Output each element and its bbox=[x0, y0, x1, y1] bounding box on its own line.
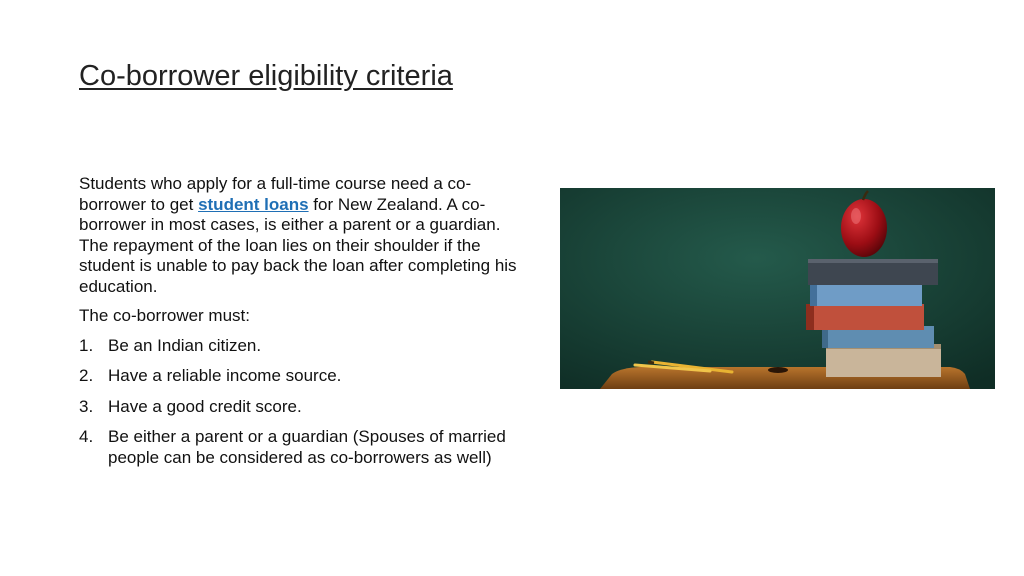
student-loans-link[interactable]: student loans bbox=[198, 194, 309, 214]
list-item bbox=[79, 336, 529, 357]
list-item-number: 1. bbox=[79, 335, 94, 355]
slide-title: Co-borrower eligibility criteria bbox=[79, 60, 453, 92]
list-item-text: Be an Indian citizen. bbox=[108, 335, 262, 355]
list-item-text: Have a good credit score. bbox=[108, 396, 302, 416]
slide-body bbox=[79, 174, 529, 478]
list-item-number: 4. bbox=[79, 427, 94, 446]
list-item-text: Be either a parent or a guardian (Spouses of married people can be considered as co-borrowers as well) bbox=[108, 427, 506, 467]
list-item-number: 3. bbox=[79, 396, 94, 416]
book-stack bbox=[806, 259, 941, 377]
intro-text-before-link: Students who apply for a full-time course need a co-borrower to get bbox=[79, 174, 472, 214]
list-item-text: Have a reliable income source. bbox=[108, 366, 342, 385]
books-apple-photo bbox=[560, 188, 995, 389]
list-item bbox=[79, 397, 529, 418]
list-item bbox=[79, 366, 529, 387]
list-item bbox=[79, 427, 529, 468]
intro-paragraph bbox=[79, 174, 529, 297]
desk-hole bbox=[768, 367, 788, 373]
intro-text-after-link: for New Zealand. A co-borrower in most cases, is either a parent or a guardian. The repayment of the loan lies on their shoulder if the student is unable to pay back the loan after completing his education. bbox=[79, 194, 517, 296]
criteria-list bbox=[79, 336, 529, 469]
must-label: The co-borrower must: bbox=[79, 306, 250, 325]
list-item-number: 2. bbox=[79, 366, 94, 385]
